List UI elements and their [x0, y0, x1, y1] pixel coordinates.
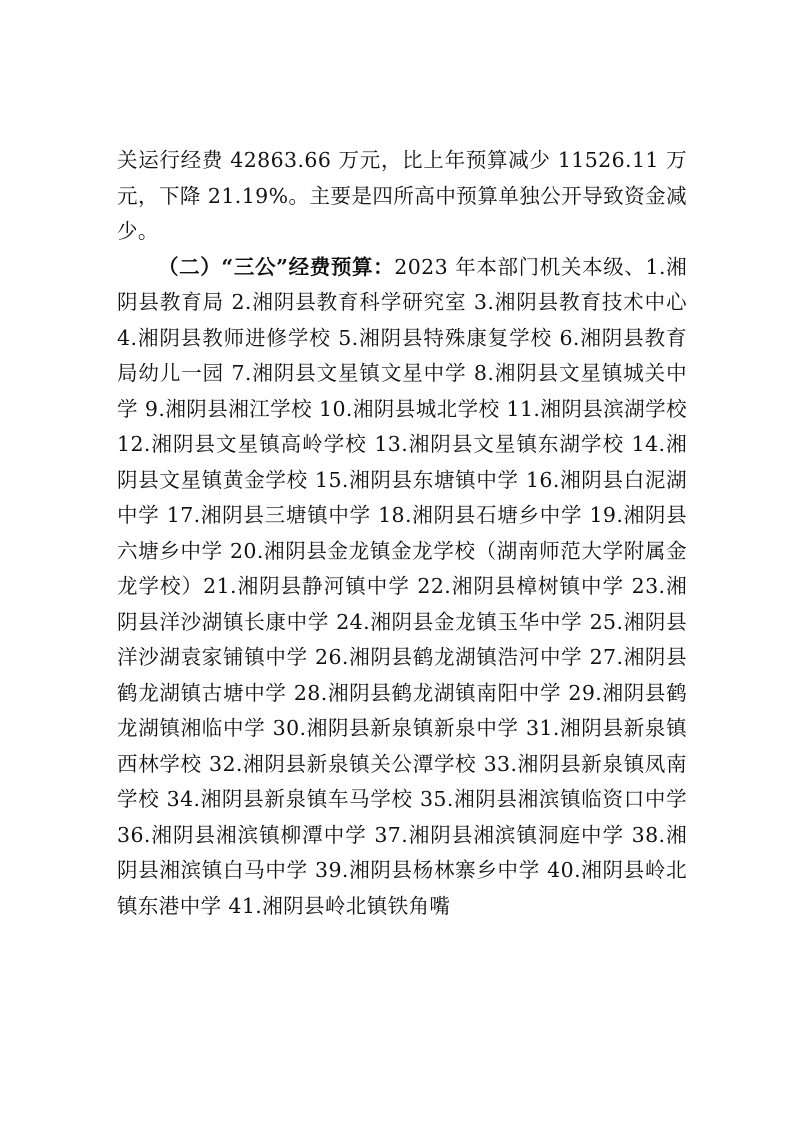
paragraph-three-public-budget	[117, 250, 687, 925]
paragraph-operating-expenses: 关运行经费 42863.66 万元，比上年预算减少 11526.11 万元，下降 21.19%。主要是四所高中预算单独公开导致资金减少。	[117, 148, 687, 243]
document-body	[117, 143, 687, 924]
section-heading: （二）“三公”经费预算：	[158, 254, 395, 279]
unit-list-text: 2023 年本部门机关本级、1.湘阴县教育局 2.湘阴县教育科学研究室 3.湘阴县教育技术中心 4.湘阴县教师进修学校 5.湘阴县特殊康复学校 6.湘阴县教育局幼儿一园 7.湘阴县文星镇文星中学 8.湘阴县文星镇城关中学 9.湘阴县湘江学校 10.湘阴县城北学校 11.湘阴县滨湖学校 12.湘阴县文星镇高岭学校 13.湘阴县文星镇东湖学校 14.湘阴县文星镇黄金学校 15.湘阴县东塘镇中学 16.湘阴县白泥湖中学 17.湘阴县三塘镇中学 18.湘阴县石塘乡中学 19.湘阴县六塘乡中学 20.湘阴县金龙镇金龙学校（湖南师范大学附属金龙学校）21.湘阴县静河镇中学 22.湘阴县樟树镇中学 23.湘阴县洋沙湖镇长康中学 24.湘阴县金龙镇玉华中学 25.湘阴县洋沙湖袁家铺镇中学 26.湘阴县鹤龙湖镇浩河中学 27.湘阴县鹤龙湖镇古塘中学 28.湘阴县鹤龙湖镇南阳中学 29.湘阴县鹤龙湖镇湘临中学 30.湘阴县新泉镇新泉中学 31.湘阴县新泉镇西林学校 32.湘阴县新泉镇关公潭学校 33.湘阴县新泉镇凤南学校 34.湘阴县新泉镇车马学校 35.湘阴县湘滨镇临资口中学 36.湘阴县湘滨镇柳潭中学 37.湘阴县湘滨镇洞庭中学 38.湘阴县湘滨镇白马中学 39.湘阴县杨林寨乡中学 40.湘阴县岭北镇东港中学 41.湘阴县岭北镇铁角嘴	[117, 254, 688, 918]
